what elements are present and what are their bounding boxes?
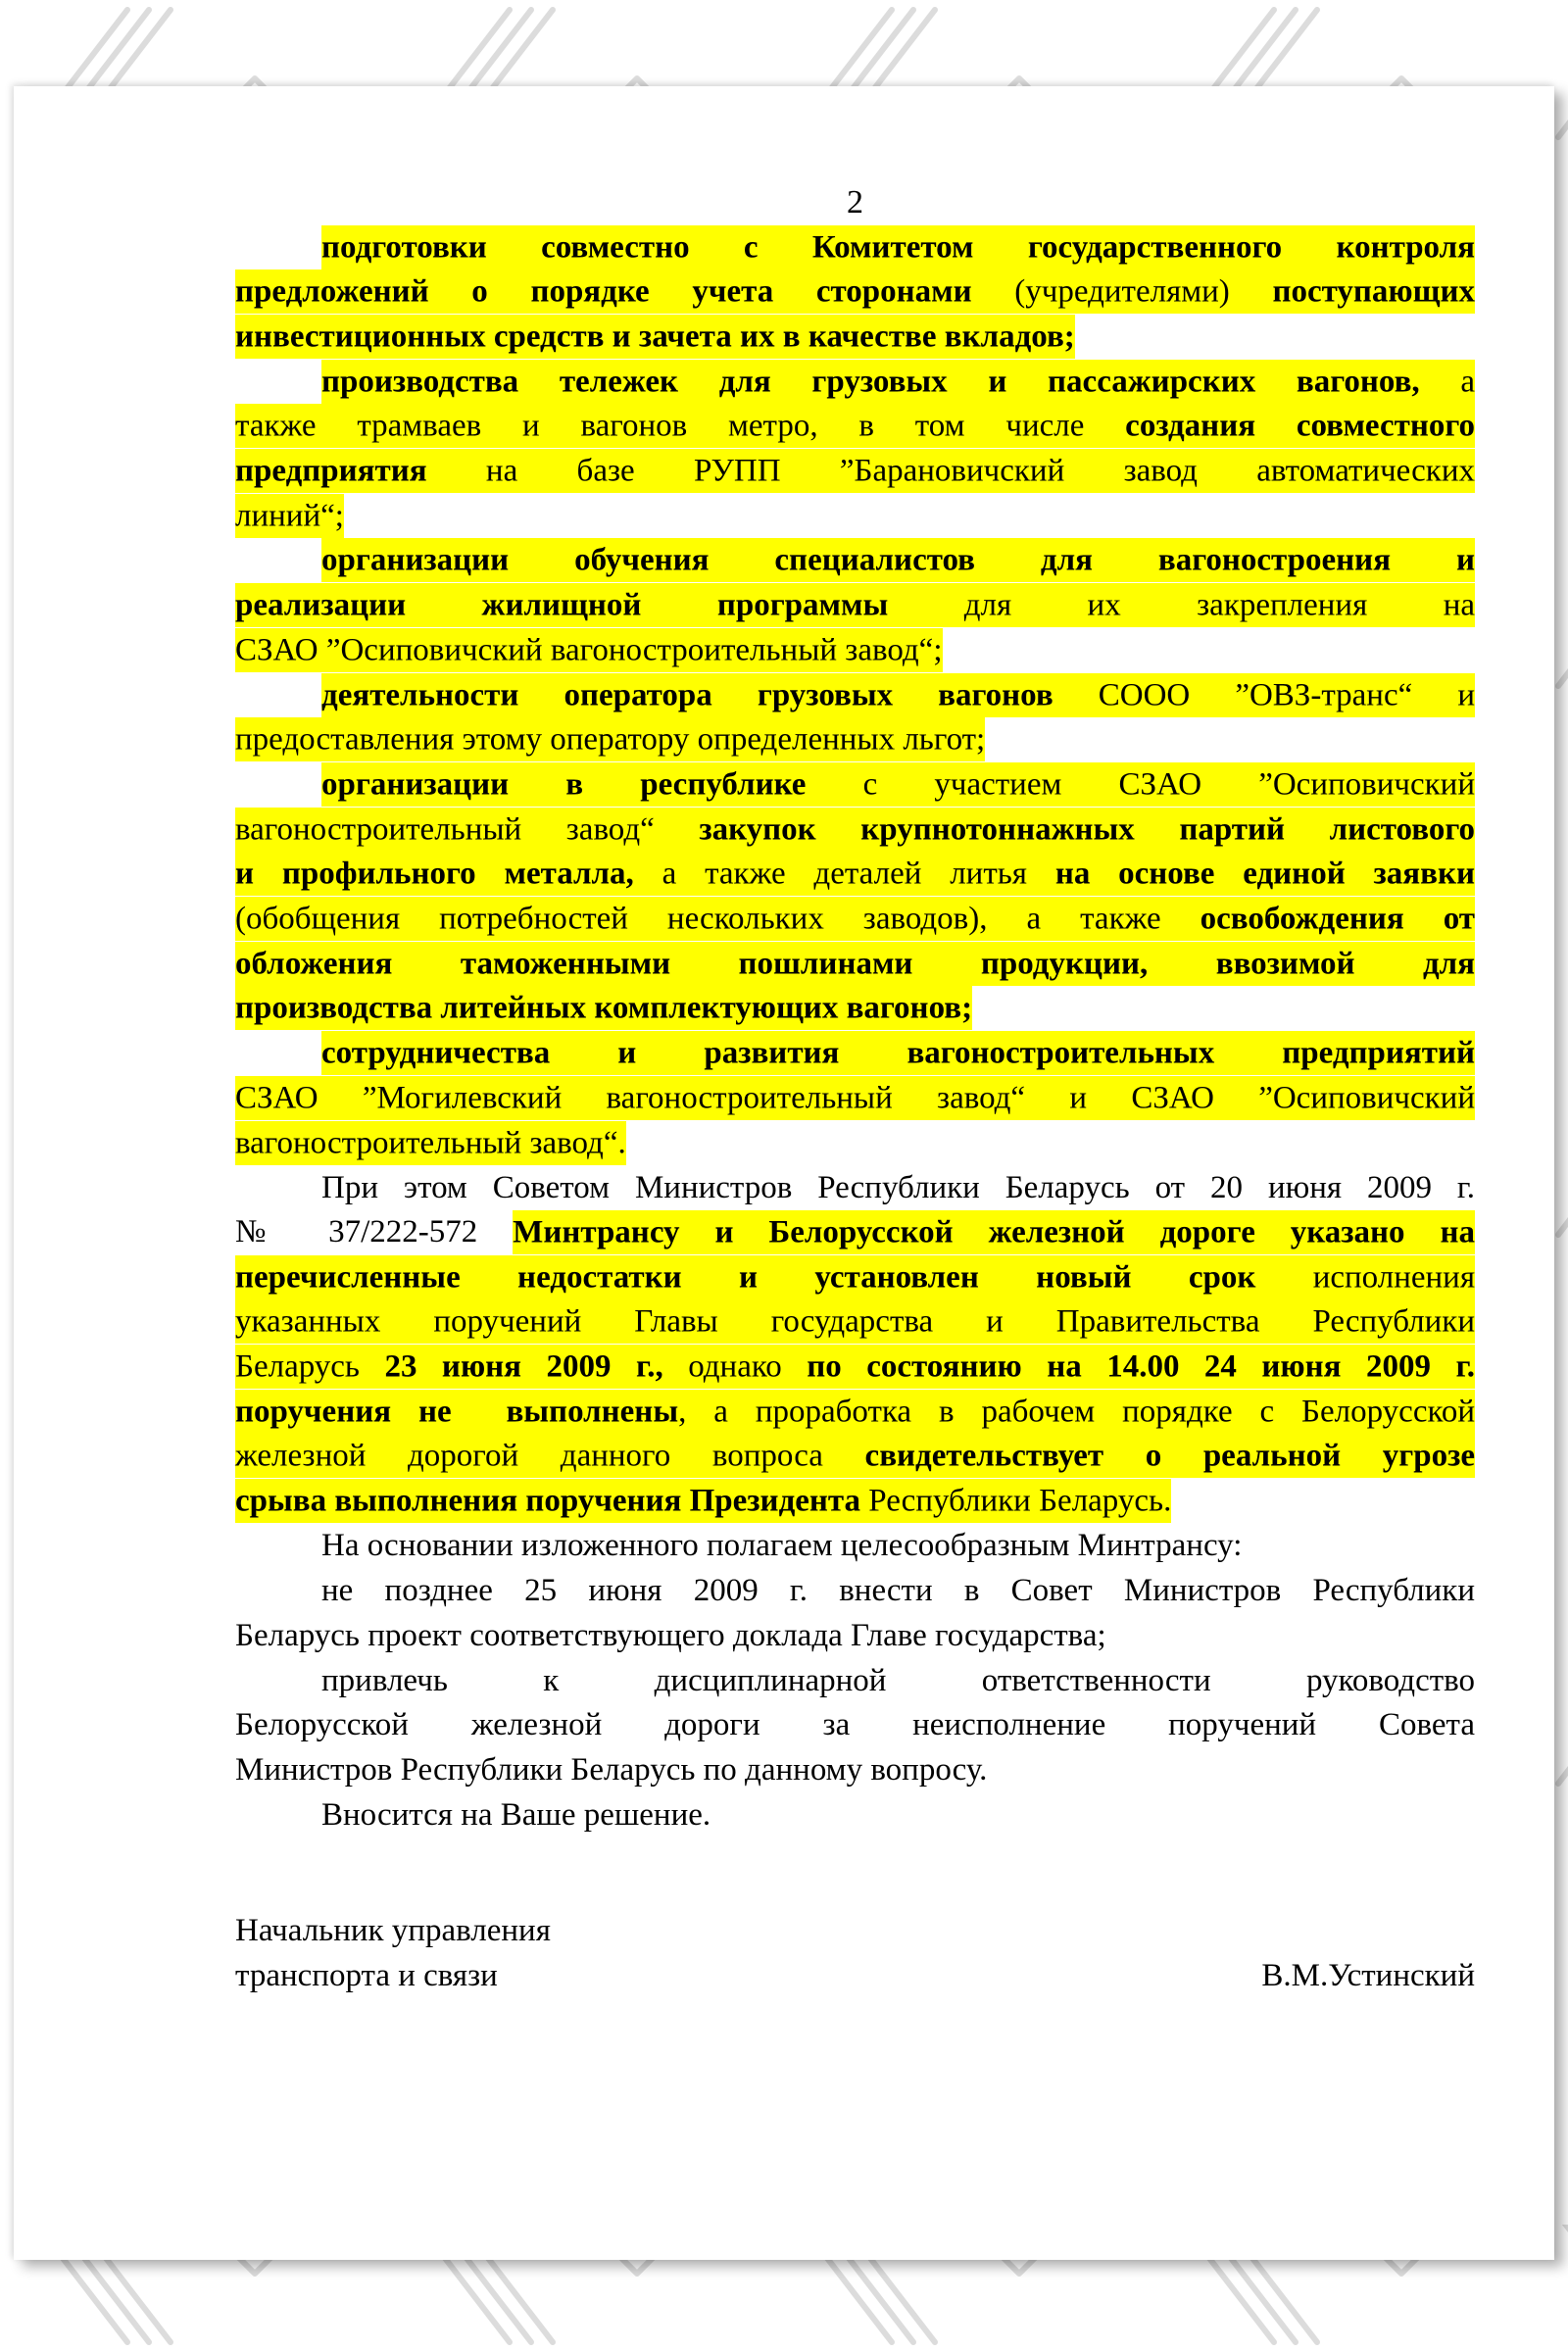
highlighted-text: однако	[688, 1345, 807, 1389]
highlighted-text: на базе РУПП ”Барановичский завод автоматических	[486, 449, 1475, 493]
text-line	[235, 1346, 1475, 1391]
text-line	[235, 1390, 1475, 1435]
highlighted-text: Беларусь	[235, 1345, 384, 1389]
text-line	[235, 718, 1475, 763]
highlighted-text: Республики Беларусь.	[868, 1479, 1171, 1523]
highlighted-text: поступающих	[1272, 270, 1475, 314]
text-line	[235, 494, 1475, 539]
text-line	[235, 1210, 1475, 1255]
text-span: Беларусь проект соответствующего доклада Главе государства;	[235, 1617, 1106, 1653]
text-span: привлечь к дисциплинарной ответственности руководство	[321, 1662, 1475, 1698]
text-line	[235, 1166, 1475, 1211]
text-line	[235, 1121, 1475, 1166]
highlighted-text: (учредителями)	[1014, 270, 1272, 314]
highlighted-text: по состоянию на 14.00 24 июня 2009 г.	[807, 1345, 1475, 1389]
highlighted-text: производства литейных комплектующих вагонов;	[235, 986, 972, 1030]
highlighted-text: 23 июня 2009 г.,	[384, 1345, 688, 1389]
highlighted-text: перечисленные недостатки и установлен новый срок	[235, 1255, 1313, 1299]
text-line	[235, 673, 1475, 718]
highlighted-text: поручения не выполнены	[235, 1390, 678, 1434]
highlighted-text: линий“;	[235, 494, 344, 538]
highlighted-text: а	[1460, 360, 1475, 404]
highlighted-text: освобождения от	[1200, 897, 1475, 941]
text-span: Министров Республики Беларусь по данному вопросу.	[235, 1751, 988, 1788]
text-line	[235, 1435, 1475, 1480]
highlighted-text: производства тележек для грузовых и пассажирских вагонов,	[321, 360, 1460, 404]
text-line	[235, 1076, 1475, 1121]
text-line	[235, 405, 1475, 450]
highlighted-text: , а проработка в рабочем порядке с Белорусской	[678, 1390, 1475, 1434]
highlighted-text: организации обучения специалистов для вагоностроения и	[321, 538, 1475, 582]
highlighted-text: реализации жилищной программы	[235, 583, 964, 627]
text-line	[235, 360, 1475, 405]
highlighted-text: СЗАО ”Могилевский вагоностроительный завод“ и СЗАО ”Осиповичский	[235, 1076, 1475, 1120]
text-line	[235, 315, 1475, 360]
text-line	[235, 762, 1475, 808]
highlighted-text: предприятия	[235, 449, 486, 493]
highlighted-text: железной дорогой данного вопроса	[235, 1434, 865, 1478]
text-line	[235, 270, 1475, 316]
text-line	[235, 584, 1475, 629]
text-line	[235, 1793, 1475, 1838]
highlighted-text: сотрудничества и развития вагоностроительных предприятий	[321, 1031, 1475, 1075]
text-span: Белорусской железной дороги за неисполнение поручений Совета	[235, 1707, 1475, 1743]
text-line	[235, 1614, 1475, 1659]
highlighted-text: а также деталей литья	[662, 852, 1055, 896]
text-span: Вносится на Ваше решение.	[321, 1796, 711, 1833]
highlighted-text: деятельности оператора грузовых вагонов	[321, 673, 1099, 717]
highlighted-text: создания совместного	[1125, 404, 1475, 448]
text-line	[235, 225, 1475, 270]
text-span: При этом Советом Министров Республики Беларусь от 20 июня 2009 г.	[321, 1169, 1475, 1205]
highlighted-text: предложений о порядке учета сторонами	[235, 270, 1014, 314]
highlighted-text: вагоностроительный завод“.	[235, 1121, 626, 1165]
text-line	[235, 539, 1475, 584]
signature-title-line2: транспорта и связи	[235, 1958, 498, 1994]
highlighted-text: и профильного металла,	[235, 852, 662, 896]
text-line	[235, 1032, 1475, 1077]
text-line	[235, 1703, 1475, 1748]
highlighted-text: срыва выполнения поручения Президента	[235, 1479, 868, 1523]
highlighted-text: вагоностроительный завод“	[235, 808, 699, 852]
text-line	[235, 1748, 1475, 1793]
highlighted-text: обложения таможенными пошлинами продукции, ввозимой для	[235, 942, 1475, 986]
highlighted-text: для их закрепления на	[964, 583, 1475, 627]
text-line	[235, 853, 1475, 898]
highlighted-text: организации в республике	[321, 762, 863, 807]
highlighted-text: закупок крупнотоннажных партий листового	[699, 808, 1475, 852]
highlighted-text: СЗАО ”Осиповичский вагоностроительный завод“;	[235, 628, 943, 672]
highlighted-text: на основе единой заявки	[1055, 852, 1475, 896]
text-line	[235, 1659, 1475, 1704]
highlighted-text: также трамваев и вагонов метро, в том числе	[235, 404, 1125, 448]
signature-title-line1: Начальник управления	[235, 1913, 551, 1949]
highlighted-text: (обобщения потребностей нескольких заводов), а также	[235, 897, 1200, 941]
highlighted-text: исполнения	[1313, 1255, 1475, 1299]
highlighted-text: Минтрансу и Белорусской железной дороге указано на	[513, 1210, 1475, 1254]
highlighted-text: с участием СЗАО ”Осиповичский	[863, 762, 1475, 807]
text-line	[235, 1300, 1475, 1346]
text-line	[235, 1524, 1475, 1569]
signature-name: В.М.Устинский	[1261, 1958, 1475, 1994]
text-line	[235, 628, 1475, 673]
text-span: На основании изложенного полагаем целесообразным Минтрансу:	[321, 1528, 1243, 1564]
highlighted-text: СООО ”ОВЗ-транс“ и	[1099, 673, 1475, 717]
highlighted-text: подготовки совместно с Комитетом государственного контроля	[321, 225, 1475, 270]
text-span: не позднее 25 июня 2009 г. внести в Совет Министров Республики	[321, 1573, 1475, 1609]
text-line	[235, 987, 1475, 1032]
highlighted-text: указанных поручений Главы государства и Правительства Республики	[235, 1299, 1475, 1344]
text-line	[235, 808, 1475, 853]
text-line	[235, 1569, 1475, 1614]
page-number: 2	[847, 184, 863, 220]
text-line	[235, 1480, 1475, 1525]
text-line	[235, 450, 1475, 495]
document-lines	[235, 225, 1475, 1838]
highlighted-text: свидетельствует о реальной угрозе	[865, 1434, 1475, 1478]
signature-block	[235, 1908, 1475, 1998]
highlighted-text: предоставления этому оператору определенных льгот;	[235, 717, 985, 761]
highlighted-text: инвестиционных средств и зачета их в качестве вкладов;	[235, 315, 1075, 359]
text-span: № 37/222-572	[235, 1214, 514, 1250]
text-line	[235, 1255, 1475, 1300]
text-line	[235, 942, 1475, 987]
document-page	[14, 86, 1554, 2260]
text-line	[235, 898, 1475, 943]
